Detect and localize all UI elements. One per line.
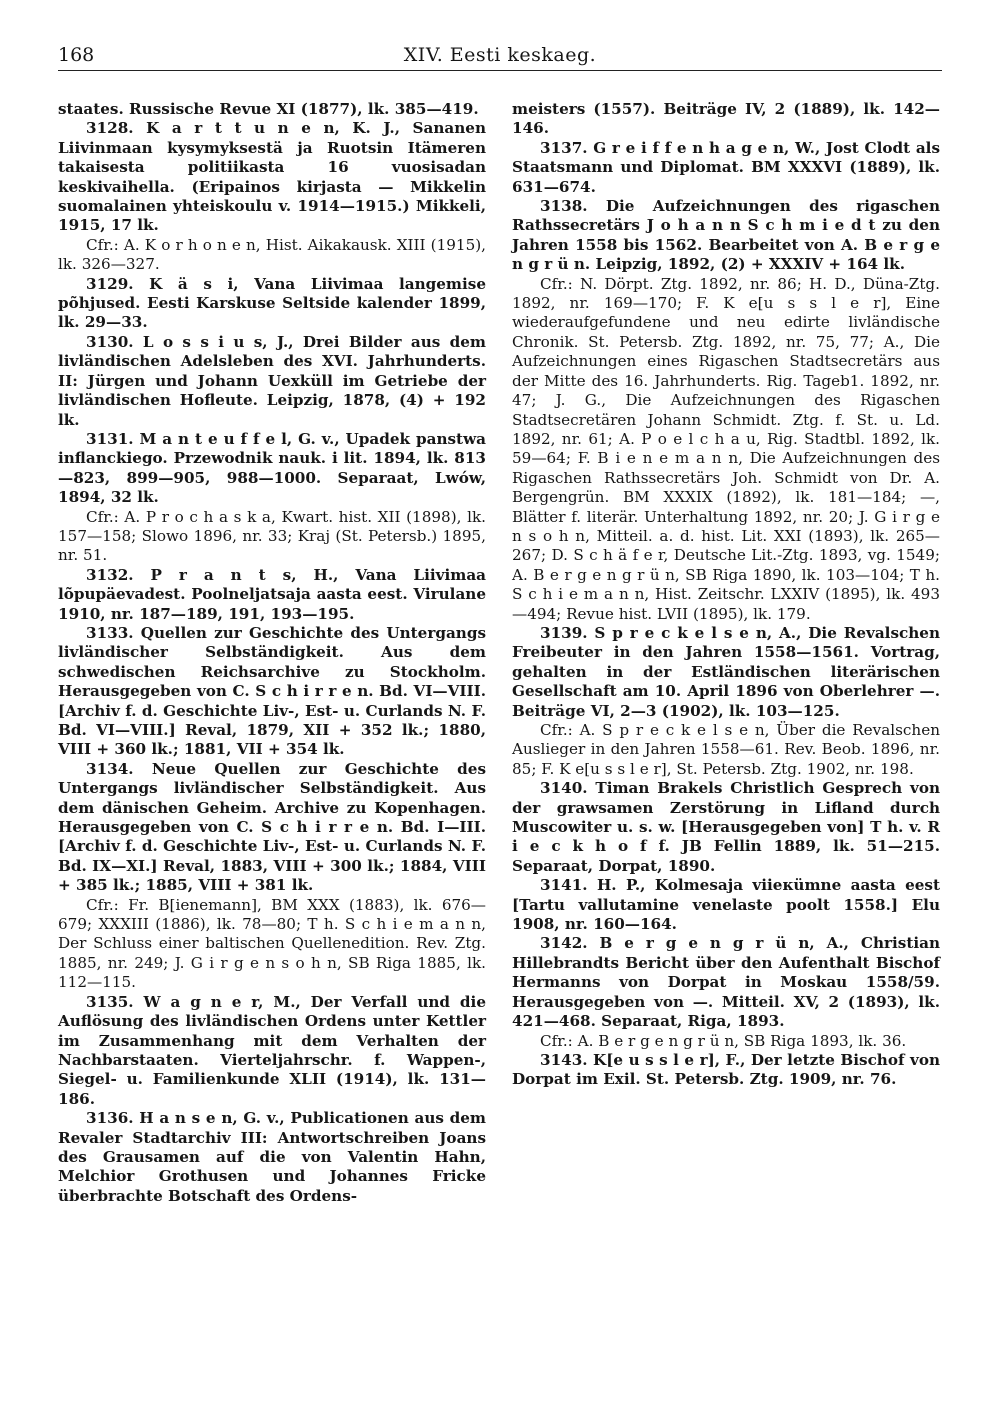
bibliography-entry: 3132. P r a n t s, H., Vana Liivimaa lõpupäevadest. Poolneljatsaja aasta eest. Virulane 1910, nr. 187—189, 191, 193—195. <box>58 565 486 623</box>
page-number: 168 <box>58 44 95 66</box>
reference-note: Cfr.: A. K o r h o n e n, Hist. Aikakausk. XIII (1915), lk. 326—327. <box>58 235 486 274</box>
reference-note: Cfr.: A. B e r g e n g r ü n, SB Riga 1893, lk. 36. <box>540 1031 907 1050</box>
bibliography-entry: 3133. Quellen zur Geschichte des Untergangs livländischer Selbständigkeit. Aus dem schwedischen Reichsarchive zu Stockholm. Herausgegeben von C. S c h i r r e n. Bd. VI—VIII. [Archiv f. d. Geschichte Liv-, Est- u. Curlands N. F. Bd. VI—VIII.] Reval, 1879, XII + 352 lk.; 1880, VIII + 360 lk.; 1881, VII + 354 lk. <box>58 623 486 759</box>
bibliography-entry: 3128. K a r t t u n e n, K. J., Sananen Liivinmaan kysymyksestä ja Ruotsin Itämeren takaisesta politiikasta 16 vuosisadan keskivaihella. (Eripainos kirjasta — Mikkelin suomalainen yhteiskoulu v. 1914—1915.) Mikkeli, 1915, 17 lk. <box>58 119 486 235</box>
running-title: XIV. Eesti keskaeg. <box>403 44 597 66</box>
bibliography-entry: 3131. M a n t e u f f e l, G. v., Upadek panstwa inflanckiego. Przewodnik nauk. i lit. 1894, lk. 813—823, 899—905, 988—1000. Separaat, Lwów, 1894, 32 lk. <box>58 429 486 507</box>
reference-note: Cfr.: Fr. B[ienemann], BM XXX (1883), lk. 676—679; XXXIII (1886), lk. 78—80; T h. S c h i e m a n n, Der Schluss einer baltischen Quellenedition. Rev. Ztg. 1885, nr. 249; J. G i r g e n s o h n, SB Riga 1885, lk. 112—115. <box>58 895 486 992</box>
page-header <box>58 40 942 71</box>
reference-note: Cfr.: A. P r o c h a s k a, Kwart. hist. XII (1898), lk. 157—158; Slowo 1896, nr. 33; Kraj (St. Petersb.) 1895, nr. 51. <box>58 507 486 565</box>
reference-note: Cfr.: A. S p r e c k e l s e n, Über die Revalschen Auslieger in den Jahren 1558—61. Rev. Beob. 1896, nr. 85; F. K e[u s s l e r], St. Petersb. Ztg. 1902, nr. 198. <box>512 721 940 778</box>
left-column <box>58 100 486 1206</box>
bibliography-entry: 3130. L o s s i u s, J., Drei Bilder aus dem livländischen Adelsleben des XVI. Jahrhunderts. II: Jürgen und Johann Uexküll im Getriebe der livländischen Hofleute. Leipzig, 1878, (4) + 192 lk. <box>58 332 486 429</box>
bibliography-entry: meisters (1557). Beiträge IV, 2 (1889), lk. 142—146. <box>512 100 940 138</box>
bibliography-entry: 3140. Timan Brakels Christlich Gesprech von der grawsamen Zerstörung in Lifland durch Muscowiter u. s. w. [Herausgegeben von] T h. v. R i e c k h o f f. JB Fellin 1889, lk. 51—215. Separaat, Dorpat, 1890. <box>512 779 940 875</box>
bibliography-entry: 3141. H. P., Kolmesaja viieкümne aasta eest [Tartu vallutamine venelaste poolt 1558.] Elu 1908, nr. 160—164. <box>512 876 940 934</box>
bibliography-entry: 3139. S p r e c k e l s e n, A., Die Revalschen Freibeuter in den Jahren 1558—1561. Vortrag, gehalten in der Estländischen literärischen Gesellschaft am 10. April 1896 von Oberlehrer —. Beiträge VI, 2—3 (1902), lk. 103—125. <box>512 623 940 720</box>
bibliography-entry: 3129. K ä s i, Vana Liivimaa langemise põhjused. Eesti Karskuse Seltside kalender 1899, lk. 29—33. <box>58 274 486 332</box>
right-column <box>512 100 940 1090</box>
bibliography-entry: 3138. Die Aufzeichnungen des rigaschen Rathssecretärs J o h a n n S c h m i e d t zu den Jahren 1558 bis 1562. Bearbeitet von A. B e r g e n g r ü n. Leipzig, 1892, (2) + XXXIV + 164 lk. <box>512 197 940 274</box>
bibliography-entry: 3143. K[e u s s l e r], F., Der letzte Bischof von Dorpat im Exil. St. Petersb. Ztg. 1909, nr. 76. <box>512 1050 940 1089</box>
reference-note: Cfr.: N. Dörpt. Ztg. 1892, nr. 86; H. D., Düna-Ztg. 1892, nr. 169—170; F. K e[u s s l e r], Eine wiederaufgefundene und neu edirte livländische Chronik. St. Petersb. Ztg. 1892, nr. 75, 77; A., Die Aufzeichnungen eines Rigaschen Stadtsecretärs aus der Mitte des 16. Jahrhunderts. Rig. Tageb1. 1892, nr. 47; J. G., Die Aufzeichnungen des Rigaschen Stadtsecretären Johann Schmidt. Ztg. f. St. u. Ld. 1892, nr. 61; A. P o e l c h a u, Rig. Stadtbl. 1892, lk. 59—64; F. B i e n e m a n n, Die Aufzeichnungen des Rigaschen Rathssecretärs Joh. Schmidt von Dr. A. Bergengrün. BM XXXIX (1892), lk. 181—184; —, Blätter f. literär. Unterhaltung 1892, nr. 20; J. G i r g e n s o h n, Mitteil. a. d. hist. Lit. XXI (1893), lk. 265—267; D. S c h ä f e r, Deutsche Lit.-Ztg. 1893, vg. 1549; A. B e r g e n g r ü n, SB Riga 1890, lk. 103—104; T h. S c h i e m a n n, Hist. Zeitschr. LXXIV (1895), lk. 493—494; Revue hist. LVII (1895), lk. 179. <box>512 274 940 623</box>
bibliography-entry: 3135. W a g n e r, M., Der Verfall und die Auflösung des livländischen Ordens unter Kettler im Zusammenhang mit dem Verhalten der Nachbarstaaten. Vierteljahrschr. f. Wappen-, Siegel- u. Familienkunde XLII (1914), lk. 131—186. <box>58 992 486 1108</box>
bibliography-entry: 3142. B e r g e n g r ü n, A., Christian Hillebrandts Bericht über den Aufenthalt Bischof Hermanns von Dorpat in Moskau 1558/59. Herausgegeben von —. Mitteil. XV, 2 (1893), lk. 421—468. Separaat, Riga, 1893. <box>512 934 940 1031</box>
bibliography-entry: staates. Russische Revue XI (1877), lk. 385—419. <box>58 100 479 118</box>
bibliography-entry: 3134. Neue Quellen zur Geschichte des Untergangs livländischer Selbständigkeit. Aus dem dänischen Geheim. Archive zu Kopenhagen. Herausgegeben von C. S c h i r r e n. Bd. I—III. [Archiv f. d. Geschichte Liv-, Est- u. Curlands N. F. Bd. IX—XI.] Reval, 1883, VIII + 300 lk.; 1884, VIII + 385 lk.; 1885, VIII + 381 lk. <box>58 759 486 895</box>
bibliography-entry: 3137. G r e i f f e n h a g e n, W., Jost Clodt als Staatsmann und Diplomat. BM XXXVI (1889), lk. 631—674. <box>512 138 940 196</box>
bibliography-entry: 3136. H a n s e n, G. v., Publicationen aus dem Revaler Stadtarchiv III: Antwortschreiben Joans des Grausamen auf die von Valentin Hahn, Melchior Grothusen und Johannes Fricke überbrachte Botschaft des Ordens- <box>58 1109 486 1205</box>
